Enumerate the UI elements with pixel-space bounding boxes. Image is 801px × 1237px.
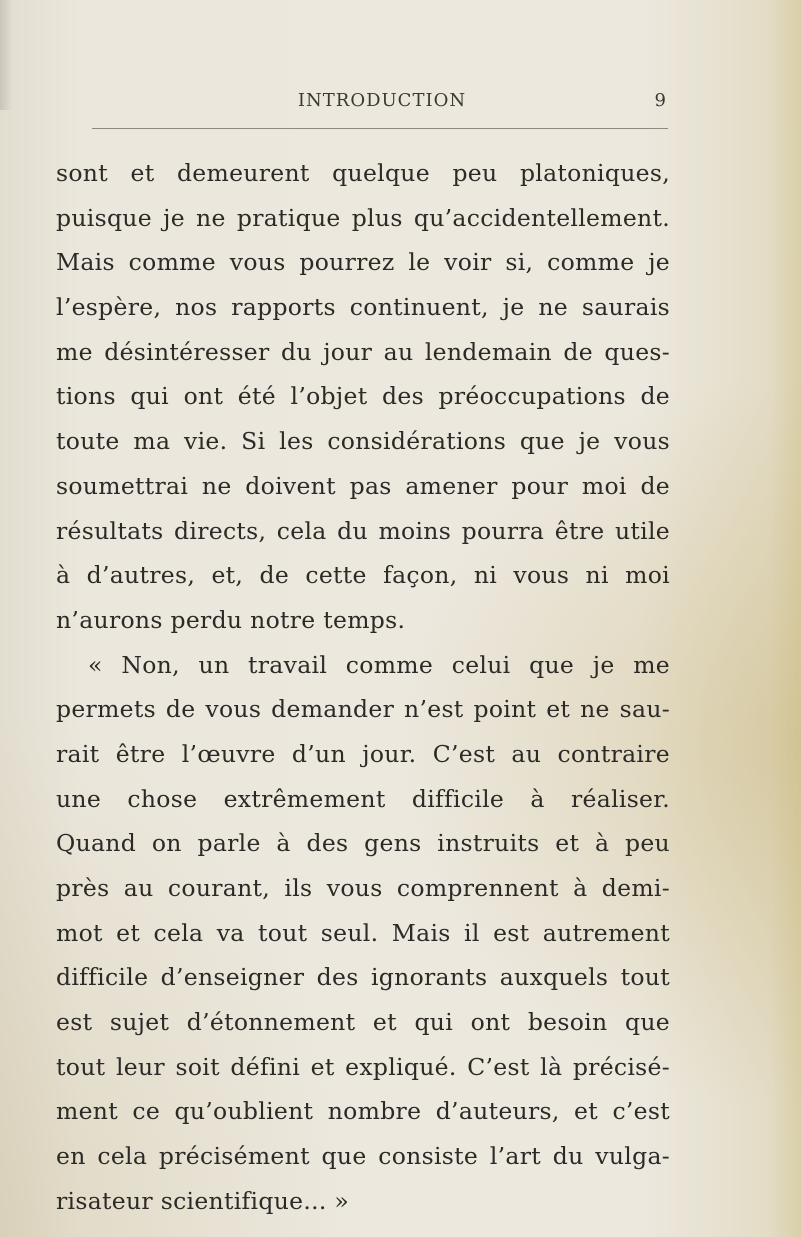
page-header <box>92 90 672 120</box>
text-line: l’espère, nos rapports continuent, je ne saurais <box>56 293 670 322</box>
text-line: n’aurons perdu notre temps. <box>56 605 406 634</box>
text-line: permets de vous demander n’est point et ne sau- <box>56 695 670 724</box>
text-line: sont et demeurent quelque peu platoniques, <box>56 159 670 187</box>
text-line: une chose extrêmement difficile à réaliser. <box>56 784 670 813</box>
text-line: mot et cela va tout seul. Mais il est autrement <box>56 918 670 947</box>
text-line: soumettrai ne doivent pas amener pour moi de <box>56 471 670 500</box>
text-line: ment ce qu’oublient nombre d’auteurs, et c’est <box>56 1097 670 1126</box>
binding-edge-shadow <box>0 0 12 110</box>
text-line: toute ma vie. Si les considérations que je vous <box>56 427 670 456</box>
text-line: « Non, un travail comme celui que je me <box>88 650 670 679</box>
text-line: rait être l’œuvre d’un jour. C’est au contraire <box>56 739 670 768</box>
text-line: est sujet d’étonnement et qui ont besoin que <box>56 1008 670 1037</box>
text-line: en cela précisément que consiste l’art du vulga- <box>56 1142 670 1171</box>
text-line: résultats directs, cela du moins pourra être utile <box>56 516 670 545</box>
header-rule <box>92 128 668 129</box>
body-text <box>56 151 670 1224</box>
running-title: INTRODUCTION <box>297 90 467 111</box>
text-line: à d’autres, et, de cette façon, ni vous ni moi <box>56 561 670 590</box>
text-line: puisque je ne pratique plus qu’accidentellement. <box>56 203 670 232</box>
text-line: près au courant, ils vous comprennent à demi- <box>56 874 670 902</box>
text-line: risateur scientifique... » <box>56 1186 350 1215</box>
text-line: tions qui ont été l’objet des préoccupations de <box>56 382 670 411</box>
page-number: 9 <box>654 90 666 111</box>
text-line: me désintéresser du jour au lendemain de ques- <box>56 337 670 366</box>
text-line: Quand on parle à des gens instruits et à peu <box>56 829 670 858</box>
text-line: Mais comme vous pourrez le voir si, comme je <box>56 248 670 277</box>
text-line: tout leur soit défini et expliqué. C’est là précisé- <box>56 1052 670 1081</box>
text-line: difficile d’enseigner des ignorants auxquels tout <box>56 963 670 992</box>
